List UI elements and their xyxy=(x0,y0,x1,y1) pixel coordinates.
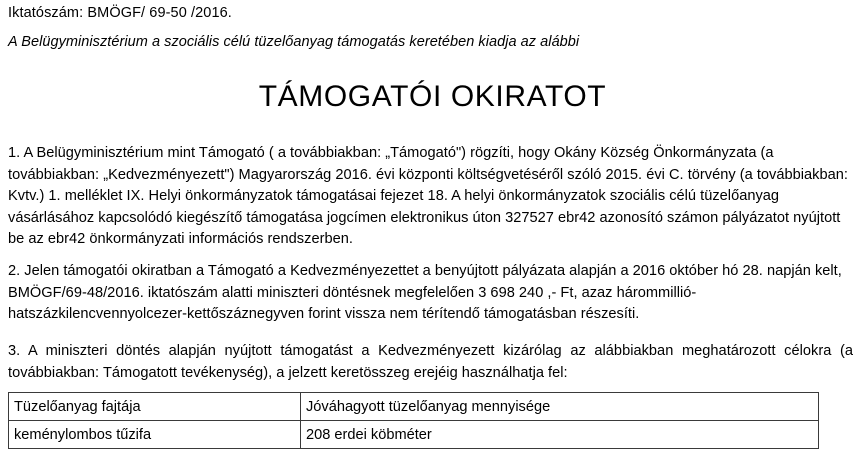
document-subtitle: A Belügyminisztérium a szociális célú tüzelőanyag támogatás keretében kiadja az alábbi xyxy=(8,34,580,50)
column-header-fuel-quantity: Jóváhagyott tüzelőanyag mennyisége xyxy=(301,393,819,421)
cell-fuel-quantity: 208 erdei köbméter xyxy=(301,421,819,449)
table-header-row xyxy=(9,393,819,421)
fuel-allocation-table xyxy=(8,392,819,449)
column-header-fuel-type: Tüzelőanyag fajtája xyxy=(9,393,301,421)
paragraph-3: 3. A miniszteri döntés alapján nyújtott támogatást a Kedvezményezett kizárólag az alábbiakban meghatározott célokra (a továbbiakban: Támogatott tevékenység), a jelzett keretösszeg erejéig használhatja fel: xyxy=(8,343,853,381)
registration-number: Iktatószám: BMÖGF/ 69-50 /2016. xyxy=(8,5,232,21)
paragraph-1: 1. A Belügyminisztérium mint Támogató ( a továbbiakban: „Támogató") rögzíti, hogy Okány Község Önkormányzata (a továbbiakban: „Kedvezményezett") Magyarország 2016. évi központi költségvetéséről szóló 2015. évi C. törvény (a továbbiakban: Kvtv.) 1. melléklet IX. Helyi önkormányzatok támogatásai fejezet 18. A helyi önkormányzatok szociális célú tüzelőanyag vásárlásához kapcsolódó kiegészítő támogatása jogcímen elektronikus úton 327527 ebr42 azonosító számon pályázatot nyújtott be az ebr42 önkormányzati információs rendszerben. xyxy=(8,145,848,247)
page-title: TÁMOGATÓI OKIRATOT xyxy=(258,80,607,113)
paragraph-2: 2. Jelen támogatói okiratban a Támogató a Kedvezményezettet a benyújtott pályázata alapján a 2016 október hó 28. napján kelt, BMÖGF/69-48/2016. iktatószám alatti miniszteri döntésnek megfelelően 3 698 240 ,- Ft, azaz hárommillió-hatszázkilencvennyolcezer-kettőszáznegyven forint vissza nem térítendő támogatásban részesíti. xyxy=(8,263,842,322)
table-row xyxy=(9,421,819,449)
cell-fuel-type: keménylombos tűzifa xyxy=(9,421,301,449)
